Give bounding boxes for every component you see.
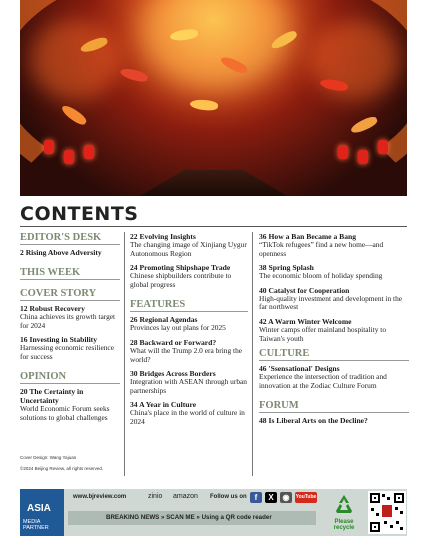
toc-entry-headline[interactable]: 40 Catalyst for Cooperation <box>259 285 350 295</box>
toc-entry-headline[interactable]: 48 Is Liberal Arts on the Decline? <box>259 416 368 426</box>
section-rule <box>259 360 409 361</box>
contents-column-2 <box>130 232 248 432</box>
toc-entry-description: Winter camps offer mainland hospitality to Taiwan's youth <box>259 324 387 343</box>
toc-entry-headline[interactable]: 26 Regional Agendas <box>130 315 198 325</box>
toc-entry-description: China's place in the world of culture in 2024 <box>130 408 245 426</box>
weibo-icon[interactable]: ◉ <box>280 492 292 503</box>
website-link[interactable]: www.bjreview.com <box>73 494 127 500</box>
toc-entry-headline[interactable]: 30 Bridges Across Borders <box>130 369 216 379</box>
section-rule <box>20 244 120 245</box>
cover-design-credit: Cover Design: Wang Yajuan <box>20 455 77 460</box>
toc-entry-headline[interactable]: 38 Spring Splash <box>259 263 314 273</box>
contents-column-3 <box>259 232 409 425</box>
toc-entry-headline[interactable]: 24 Promoting Shipshape Trade <box>130 263 231 273</box>
youtube-icon[interactable]: YouTube <box>295 492 317 503</box>
toc-entry-headline[interactable]: 46 'Ssensational' Designs <box>259 364 340 374</box>
toc-entry-description: High-quality investment and development in the far northwest <box>259 293 403 312</box>
toc-entry-headline[interactable]: 12 Robust Recovery <box>20 304 85 313</box>
section-rule <box>20 300 120 301</box>
amazon-logo[interactable]: amazon <box>173 493 198 500</box>
section-rule <box>130 311 248 312</box>
heading-rule <box>20 226 407 227</box>
section-title-culture: CULTURE <box>259 348 310 360</box>
x-twitter-icon[interactable]: X <box>265 492 277 503</box>
toc-entry-description: Integration with ASEAN through urban partnerships <box>130 377 248 395</box>
section-rule <box>20 383 120 384</box>
media-partner-label: MEDIA PARTNER <box>23 519 49 531</box>
section-title-opinion: OPINION <box>20 371 67 383</box>
section-title-this-week: THIS WEEK <box>20 267 81 278</box>
footer-banner <box>20 489 407 536</box>
section-title-editors-desk: EDITOR'S DESK <box>20 232 102 243</box>
asia-media-partner-badge[interactable] <box>20 489 64 536</box>
contents-heading: CONTENTS <box>20 203 139 225</box>
facebook-icon[interactable]: f <box>250 492 262 503</box>
toc-entry-description: China achieves its growth target for 2024 <box>20 312 116 330</box>
toc-entry-description: Provinces lay out plans for 2025 <box>130 323 226 333</box>
section-title-cover-story: COVER STORY <box>20 288 97 299</box>
breaking-news-bar: BREAKING NEWS » SCAN ME » Using a QR code reader <box>68 511 316 525</box>
toc-entry-headline[interactable]: 34 A Year in Culture <box>130 400 197 410</box>
column-divider <box>252 232 253 476</box>
toc-entry-headline[interactable]: 36 How a Ban Became a Bang <box>259 232 357 241</box>
toc-entry-description: The economic bloom of holiday spending <box>259 271 383 281</box>
toc-entry-headline[interactable]: 42 A Warm Winter Welcome <box>259 316 352 326</box>
toc-entry-description: “TikTok refugees” find a new home—and openness <box>259 240 384 258</box>
qr-code-icon <box>368 491 406 534</box>
toc-entry-description: Experience the intersection of tradition and innovation at the Zodiac Culture Forum <box>259 372 387 390</box>
toc-entry-description: The changing image of Xinjiang Uygur Autonomous Region <box>130 240 247 258</box>
section-rule <box>20 279 120 280</box>
section-title-features: FEATURES <box>130 299 186 311</box>
recycle-icon <box>333 494 355 514</box>
copyright-notice: ©2024 Beijing Review, all rights reserved. <box>20 466 104 471</box>
toc-entry-headline[interactable]: 22 Evolving Insights <box>130 232 196 241</box>
zinio-logo[interactable]: zinio <box>148 493 163 500</box>
toc-entry-description: What will the Trump 2.0 era bring the world? <box>130 345 243 364</box>
toc-entry-description: World Economic Forum seeks solutions to global challenges <box>20 404 110 422</box>
recycle-badge <box>325 494 363 531</box>
toc-entry-description: Chinese shipbuilders contribute to global progress <box>130 271 232 289</box>
contents-column-1 <box>20 232 120 428</box>
follow-us-label: Follow us on <box>210 494 247 500</box>
toc-entry-description: Harnessing economic resilience for success <box>20 343 114 361</box>
column-divider <box>124 232 125 476</box>
toc-entry-headline[interactable]: 28 Backward or Forward? <box>130 337 217 347</box>
qr-code[interactable] <box>368 491 406 534</box>
toc-entry-headline[interactable]: 20 The Certainty in Uncertainty <box>20 387 84 406</box>
cover-photo <box>20 0 407 196</box>
toc-entry-headline[interactable]: 16 Investing in Stability <box>20 335 98 345</box>
please-recycle-label: Please recycle <box>333 519 355 531</box>
section-title-forum: FORUM <box>259 400 299 412</box>
section-rule <box>259 412 409 413</box>
toc-entry-headline[interactable]: 2 Rising Above Adversity <box>20 248 102 257</box>
asia-logo-text: ASIA <box>27 503 51 514</box>
